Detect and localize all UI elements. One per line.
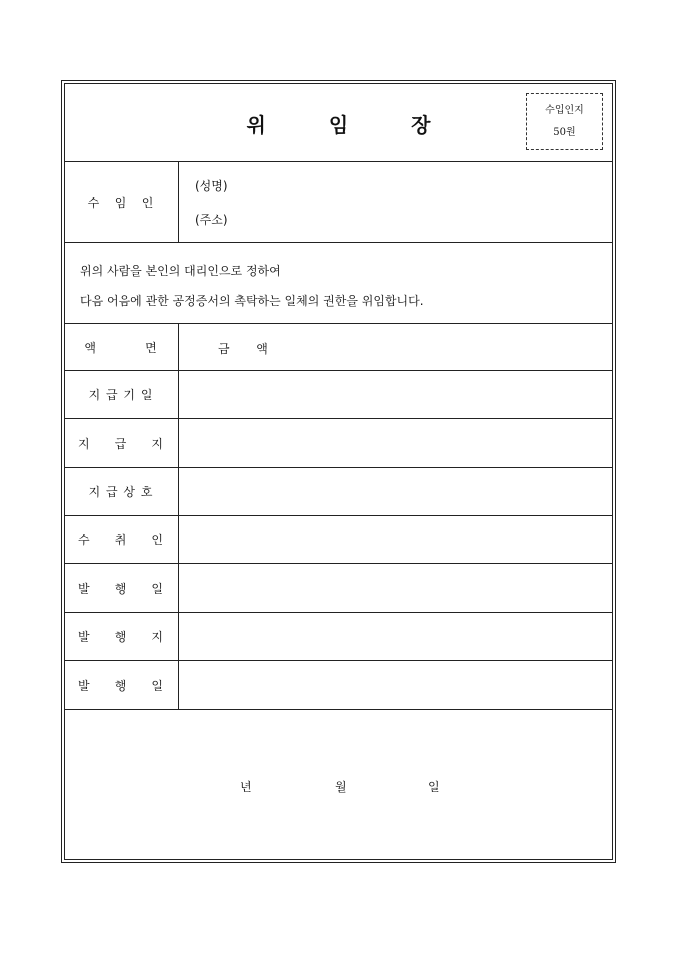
revenue-stamp-box	[526, 93, 603, 150]
divider	[64, 242, 613, 243]
row-label-issue-date: 발 행 일	[78, 581, 164, 596]
date-day: 일	[428, 780, 440, 794]
row-label-payment-date: 지 급 기 일	[88, 388, 154, 402]
delegate-address-field[interactable]: (주소)	[195, 213, 228, 227]
delegate-label: 수 임 인	[87, 195, 155, 210]
statement-line-2: 다음 어음에 관한 공정증서의 촉탁하는 일체의 권한을 위임합니다.	[80, 294, 424, 308]
date-year: 년	[240, 780, 252, 794]
row-label-face-value: 액 면	[84, 340, 158, 355]
stamp-amount: 50원	[553, 126, 576, 138]
row-value-face-value[interactable]: 금 액	[218, 342, 268, 356]
document-title: 위 임 장	[246, 112, 459, 137]
column-divider	[178, 323, 179, 709]
delegate-name-field[interactable]: (성명)	[195, 179, 228, 193]
stamp-label: 수입인지	[545, 104, 584, 116]
row-label-payer-name: 지 급 상 호	[88, 485, 154, 499]
statement-line-1: 위의 사람을 본인의 대리인으로 정하여	[80, 264, 281, 278]
date-month: 월	[335, 780, 347, 794]
divider	[64, 709, 613, 710]
row-label-payee: 수 취 인	[78, 533, 164, 547]
row-label-issue-date-2: 발 행 일	[78, 678, 164, 693]
row-label-payment-place: 지 급 지	[78, 436, 164, 451]
row-label-issue-place: 발 행 지	[78, 630, 164, 644]
column-divider	[178, 161, 179, 242]
